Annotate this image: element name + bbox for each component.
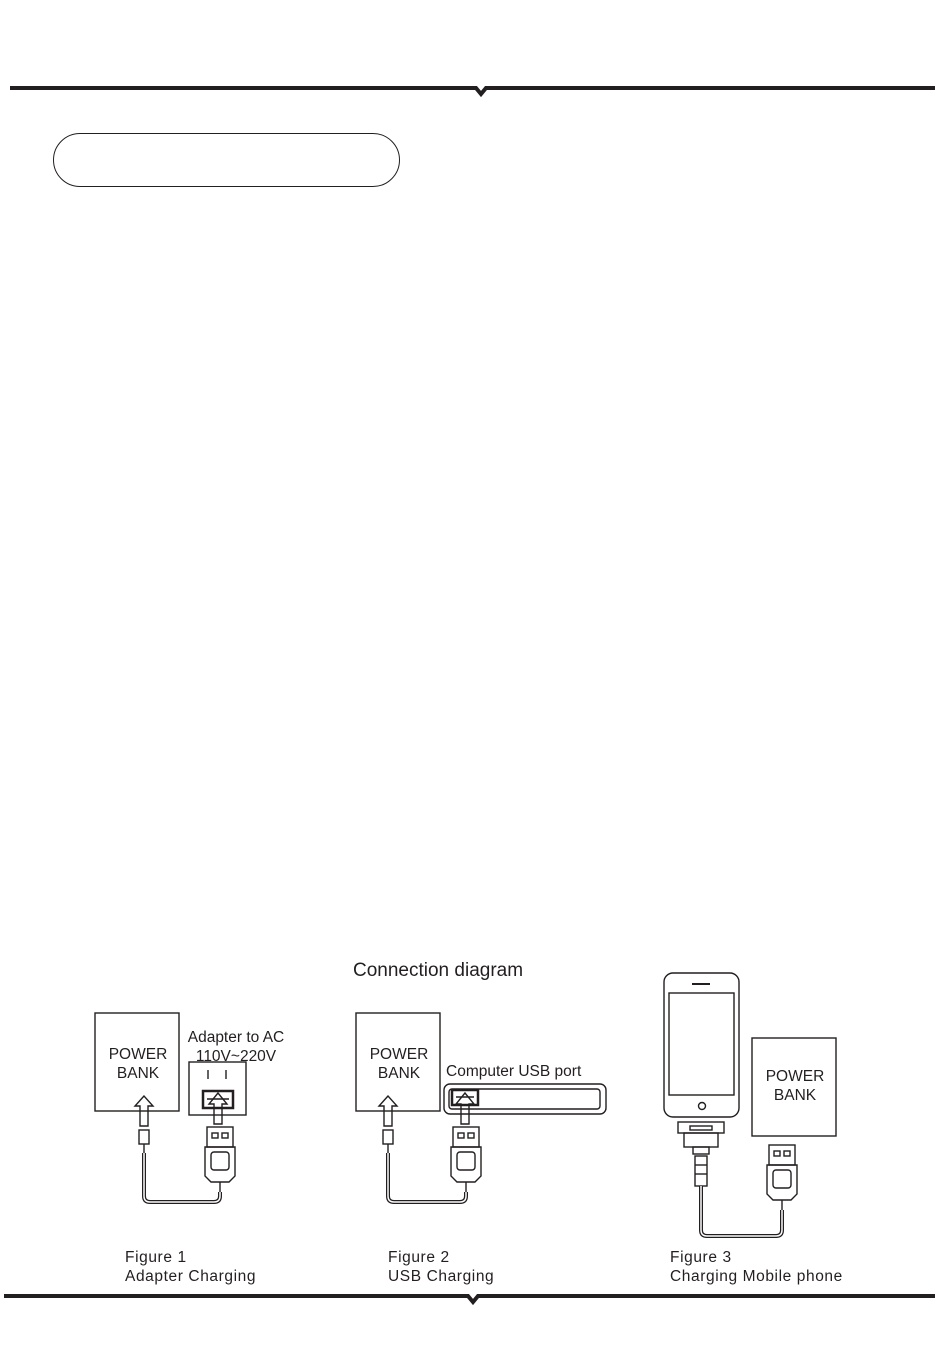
figure3-text: Charging Mobile phone <box>670 1268 843 1285</box>
dock-connector-icon <box>678 1122 724 1186</box>
power-bank-line1: POWER <box>108 1046 168 1063</box>
power-bank-line1: POWER <box>369 1046 429 1063</box>
figure2-caption <box>388 1248 494 1286</box>
power-bank-line2: BANK <box>773 1087 817 1104</box>
power-bank-line2: BANK <box>377 1065 421 1082</box>
bottom-divider <box>0 1288 950 1308</box>
power-bank-label-1 <box>95 1045 181 1083</box>
power-bank-label-3 <box>752 1067 838 1105</box>
wall-adapter-icon <box>189 1062 246 1115</box>
smartphone-icon <box>664 973 739 1117</box>
figure1-text: Adapter Charging <box>125 1268 257 1285</box>
usb-plug-icon <box>451 1127 481 1192</box>
diagram-title: Connection diagram <box>353 960 524 981</box>
figure3-caption <box>670 1248 843 1286</box>
usb-plug-icon <box>205 1127 235 1192</box>
adapter-label-line2: 110V~220V <box>195 1048 277 1065</box>
adapter-label <box>172 1028 300 1066</box>
figure2-text: USB Charging <box>388 1268 495 1285</box>
figure3-number: Figure 3 <box>670 1249 732 1266</box>
figure2-number: Figure 2 <box>388 1249 450 1266</box>
power-bank-line2: BANK <box>116 1065 160 1082</box>
figure1-caption <box>125 1248 256 1286</box>
computer-usb-port-label: Computer USB port <box>446 1063 582 1080</box>
usb-plug-icon <box>767 1145 797 1210</box>
power-bank-line1: POWER <box>765 1068 825 1085</box>
adapter-label-line1: Adapter to AC <box>187 1029 285 1046</box>
figure1-number: Figure 1 <box>125 1249 187 1266</box>
power-bank-label-2 <box>356 1045 442 1083</box>
